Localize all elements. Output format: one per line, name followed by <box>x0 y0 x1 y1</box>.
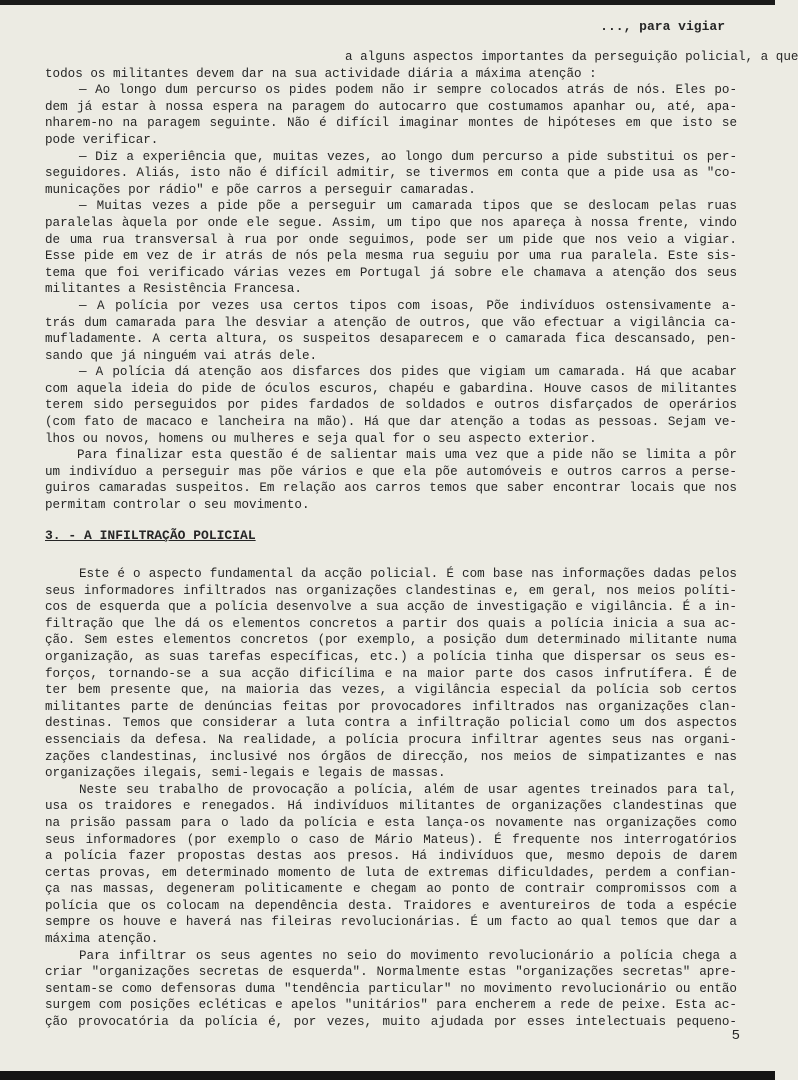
text-line: ça nas massas, degeneram politicamente e chegam ao ponto de contrair compromissos com a <box>45 882 737 897</box>
text-line: a alguns aspectos importantes da perseguição policial, a que <box>345 50 798 64</box>
section-a-text <box>45 49 798 514</box>
text-line: militantes parte de denúncias feitas por provocadores infiltrados nas organizações clan- <box>45 699 737 714</box>
text-line: essenciais da defesa. Na realidade, a polícia procura infiltrar agentes seus nas organi- <box>45 732 737 747</box>
text-line: municações por rádio" e põe carros a perseguir camaradas. <box>45 182 476 197</box>
text-line: Este é o aspecto fundamental da acção policial. É com base nas informações dadas pelos <box>79 567 737 581</box>
text-line: surgem com posições ecléticas e apelos "unitários" para encherem a rede de peixe. Esta ac- <box>45 998 737 1013</box>
text-line: destinas. Temos que considerar a luta contra a infiltração policial como um dos aspectos <box>45 716 737 731</box>
text-line: lhos ou novos, homens ou mulheres e seja qual for o seu aspecto exterior. <box>45 431 597 446</box>
text-line: criar "organizações secretas de esquerda". Normalmente estas "organizações secretas" apre- <box>45 965 737 980</box>
text-line: ção provocatória da polícia é, por vezes, muito ajudada por esses intelectuais pequeno- <box>45 1015 737 1030</box>
page-number: 5 <box>731 1028 740 1044</box>
text-line: — Ao longo dum percurso os pides podem não ir sempre colocados atrás de nós. Eles po- <box>79 83 737 98</box>
text-line: seguidores. Aliás, isto não é difícil admitir, se tivermos em conta que a pide usa as "co- <box>45 166 737 181</box>
text-line: certas provas, em determinado momento de luta de extremas dificuldades, perdem a confian- <box>45 865 737 880</box>
section-heading: 3. - A INFILTRAÇÃO POLICIAL <box>45 528 256 543</box>
text-line: permitam controlar o seu movimento. <box>45 498 310 513</box>
paragraph <box>45 782 737 948</box>
text-line: todos os militantes devem dar na sua actividade diária a máxima atenção : <box>45 66 597 81</box>
text-line: trás dum camarada para lhe desviar a atenção de outros, que vão efectuar a vigilância ca- <box>45 315 737 330</box>
scan-edge-bottom <box>0 1071 775 1080</box>
section-b-text <box>45 566 737 1031</box>
text-line: dem já estar à nossa espera na paragem do autocarro que costumamos apanhar ou, até, apa- <box>45 99 737 114</box>
text-line: seus informadores infiltrados nas organizações clandestinas e, em geral, nos meios políti- <box>45 583 737 598</box>
header-note: ..., para vigiar <box>600 19 725 34</box>
text-line: organização, as suas tarefas específicas, etc.) a polícia tinha que dispersar os seus es- <box>45 649 737 664</box>
text-line: tema que foi verificado várias vezes em Portugal já sobre ele chamava a atenção dos seus <box>45 265 737 280</box>
text-line: com aquela ideia do pide de óculos escuros, chapéu e gabardina. Houve casos de militantes <box>45 381 737 396</box>
paragraph <box>45 198 737 298</box>
text-line: sando que já ninguém vai atrás dele. <box>45 348 318 363</box>
text-line: sempre os houve e haverá nas fileiras revolucionárias. É um facto ao qual temos que dar a <box>45 915 737 930</box>
paragraph <box>45 447 737 513</box>
text-line: sentam-se como defensoras duma "tendência particular" no movimento revolucionário ou então <box>45 981 737 996</box>
scan-edge-top <box>0 0 775 5</box>
text-line: nharem-no na paragem seguinte. Não é difícil imaginar montes de hipóteses em que isto se <box>45 116 737 131</box>
text-line: mufladamente. A certa altura, os suspeitos desaparecem e o camarada fica descansado, pen- <box>45 332 737 347</box>
text-line: seus informadores (por exemplo o caso de Mário Mateus). É frequente nos interrogatórios <box>45 832 737 847</box>
text-line: (com fato de macaco e lancheira na mão). Há que dar atenção a todas as pessoas. Sejam ve- <box>45 415 737 430</box>
text-line: um indivíduo a perseguir mas põe vários e que ela põe automóveis e outros carros a perse- <box>45 464 737 479</box>
paragraph <box>45 49 798 82</box>
text-line: organizações ilegais, semi-legais e legais de massas. <box>45 766 446 781</box>
text-line: terem sido perseguidos por pides fardados de soldados e outros disfarçados de operários <box>45 398 737 413</box>
text-line: Neste seu trabalho de provocação a polícia, além de usar agentes treinados para tal, <box>79 782 737 797</box>
text-line: usa os traidores e renegados. Há indivíduos militantes de organizações clandestinas que <box>45 799 737 814</box>
paragraph <box>45 364 737 447</box>
text-line: zações clandestinas, inclusivé nos órgãos de direcção, nos meios de simpatizantes e nas <box>45 749 737 764</box>
text-line: guiros camaradas suspeitos. Em relação aos carros temos que saber encontrar locais que nos <box>45 481 737 496</box>
text-line: filtração que lhe dá os elementos concretos a partir dos quais a polícia inicia a sua ac- <box>45 616 737 631</box>
text-line: Para finalizar esta questão é de salientar mais uma vez que a pide não se limita a pôr <box>77 448 737 463</box>
text-line: máxima atenção. <box>45 932 159 947</box>
paragraph <box>45 149 737 199</box>
paragraph <box>45 82 737 148</box>
text-line: ter bem presente que, na maioria das vezes, a vigilância especial da polícia sob certos <box>45 683 737 698</box>
text-line: pode verificar. <box>45 132 159 147</box>
text-line: — Muitas vezes a pide põe a perseguir um camarada tipos que se deslocam pelas ruas <box>79 199 737 214</box>
text-line: de uma rua transversal à rua por onde seguimos, pode ser um pide que nos veio a vigiar. <box>45 232 737 247</box>
text-line: cos de esquerda que a polícia desenvolve a sua acção de investigação e vigilância. É a in- <box>45 600 737 615</box>
text-line: ção. Sem estes elementos concretos (por exemplo, a posição dum determinado militante numa <box>45 633 737 648</box>
text-line: Esse pide em vez de ir atrás de nós pela mesma rua seguiu por uma rua paralela. Este sis- <box>45 249 737 264</box>
text-line: forços, tornando-se a sua acção dificílima e na maior parte dos casos infrutífera. É de <box>45 666 737 681</box>
text-line: — Diz a experiência que, muitas vezes, ao longo dum percurso a pide substitui os per- <box>79 149 737 164</box>
paragraph <box>45 298 737 364</box>
text-line: na prisão passam para o lado da polícia e esta lança-os novamente nas organizações como <box>45 815 737 830</box>
text-line: a polícia fazer propostas destas aos presos. Há indivíduos que, mesmo depois de darem <box>45 849 737 864</box>
text-line: — A polícia por vezes usa certos tipos com isoas, Põe indivíduos ostensivamente a- <box>79 298 737 313</box>
text-line: militantes a Resistência Francesa. <box>45 282 302 297</box>
text-line: paralelas àquela por onde ele segue. Assim, um tipo que nos apareça à nossa frente, vindo <box>45 215 737 230</box>
text-line: — A polícia dá atenção aos disfarces dos pides que vigiam um camarada. Há que acabar <box>79 365 737 380</box>
text-line: polícia que os colocam na dependência desta. Traidores e aventureiros de toda a espécie <box>45 898 737 913</box>
text-line: Para infiltrar os seus agentes no seio do movimento revolucionário a polícia chega a <box>79 948 737 963</box>
paragraph <box>45 566 737 782</box>
paragraph <box>45 948 737 1031</box>
